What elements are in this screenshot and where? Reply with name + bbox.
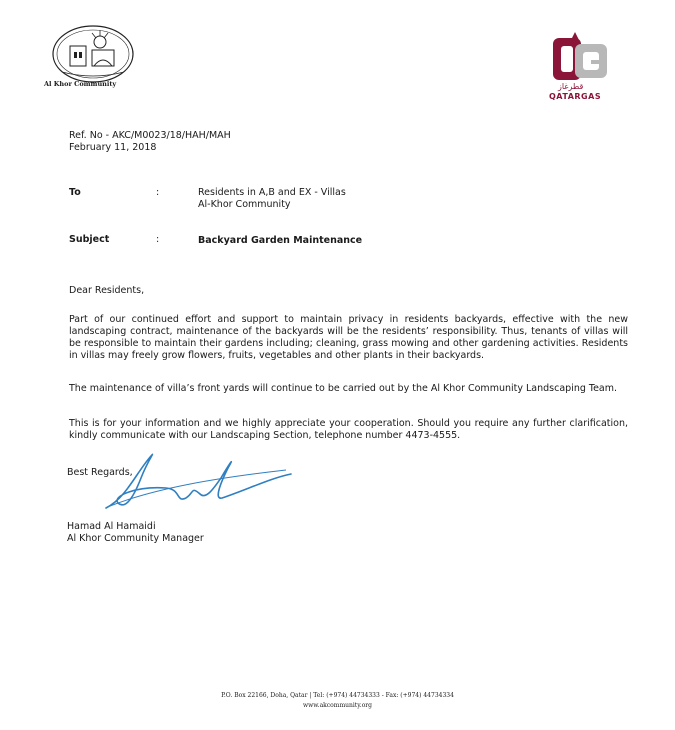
subject-label: Subject bbox=[69, 234, 110, 245]
body-paragraph-2: The maintenance of villa’s front yards will continue to be carried out by the Al Khor Community Landscaping Team. bbox=[69, 383, 618, 394]
recipient-line-2: Al-Khor Community bbox=[198, 199, 291, 210]
signatory-title: Al Khor Community Manager bbox=[67, 533, 204, 544]
footer-website: www.akcommunity.org bbox=[302, 702, 373, 709]
footer-address: P.O. Box 22166, Doha, Qatar | Tel: (+974) 44734333 - Fax: (+974) 44734334 bbox=[221, 692, 454, 699]
to-label: To bbox=[69, 187, 81, 198]
qatargas-logo-icon bbox=[545, 30, 615, 88]
letter-date: February 11, 2018 bbox=[69, 142, 157, 153]
signatory-name: Hamad Al Hamaidi bbox=[67, 521, 156, 532]
recipient-line-1: Residents in A,B and EX - Villas bbox=[198, 187, 346, 198]
to-colon: : bbox=[156, 187, 160, 198]
body-paragraph-1: Part of our continued effort and support to maintain privacy in residents backyards, effective with the new landscaping contract, maintenance of the backyards will be the residents’ responsibility. Thus, tenants of villas will be responsible to maintain their gardens including; cleaning, grass mowing and other gardening activities. Residents in villas may freely grow flowers, fruits, vegetables and other plants in their backyards. bbox=[69, 314, 628, 361]
al-khor-community-name: Al Khor Community bbox=[44, 80, 117, 88]
subject-colon: : bbox=[156, 234, 160, 245]
closing: Best Regards, bbox=[67, 467, 133, 478]
reference-number: Ref. No - AKC/M0023/18/HAH/MAH bbox=[69, 130, 231, 141]
salutation: Dear Residents, bbox=[69, 285, 145, 296]
qatargas-arabic-name: قطرغاز bbox=[558, 82, 584, 91]
handwritten-signature-icon bbox=[96, 448, 296, 523]
body-paragraph-3: This is for your information and we highly appreciate your cooperation. Should you require any further clarification, kindly communicate with our Landscaping Section, telephone number 4473-4555. bbox=[69, 418, 628, 441]
qatargas-name: QATARGAS bbox=[549, 92, 602, 101]
subject-value: Backyard Garden Maintenance bbox=[198, 235, 363, 246]
